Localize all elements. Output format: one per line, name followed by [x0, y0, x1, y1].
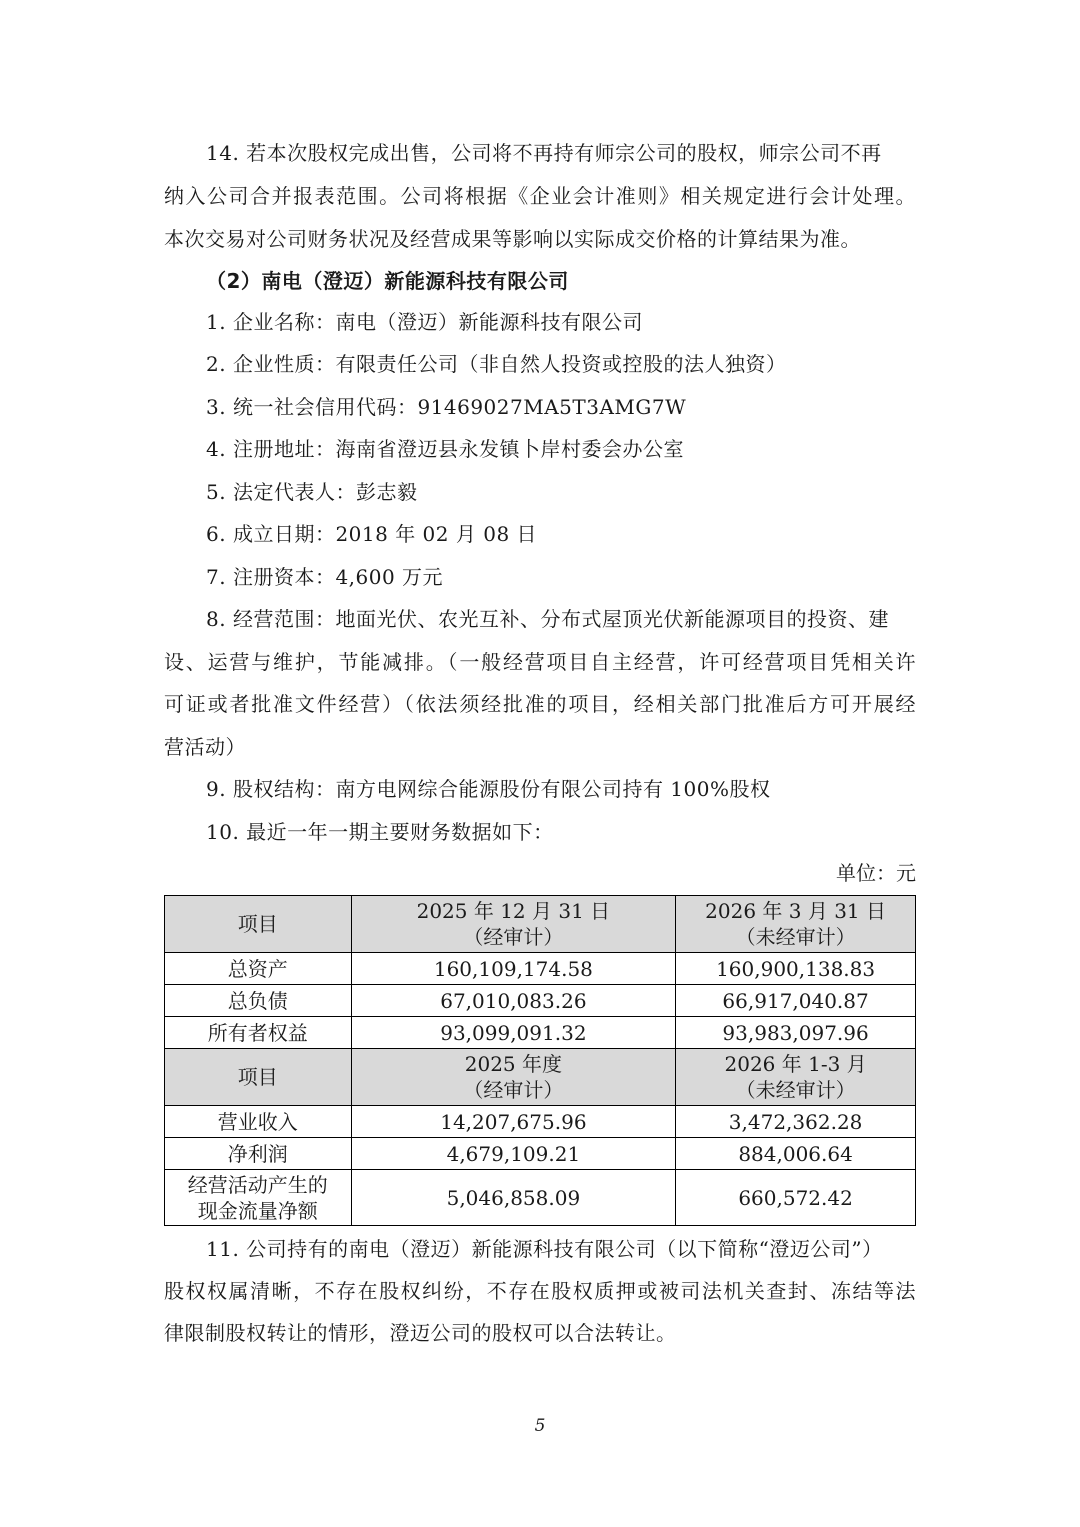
unit-label: 单位：元 — [836, 861, 916, 885]
row-value: 93,099,091.32 — [351, 1017, 676, 1049]
page-number: 5 — [534, 1416, 546, 1436]
item-address: 4. 注册地址：海南省澄迈县永发镇卜岸村委会办公室 — [206, 437, 684, 461]
table-row — [165, 1138, 916, 1170]
row-label: 总负债 — [165, 985, 352, 1017]
table-row — [165, 1106, 916, 1138]
row-label — [165, 1170, 352, 1226]
table-header-row — [165, 1049, 916, 1106]
header-item: 项目 — [165, 1049, 352, 1106]
item-business-scope-line3: 可证或者批准文件经营）（依法须经批准的项目，经相关部门批准后方可开展经 — [164, 692, 916, 716]
item-business-scope-line1: 8. 经营范围：地面光伏、农光互补、分布式屋顶光伏新能源项目的投资、建 — [206, 607, 889, 631]
header-col2-date: 2026 年 3 月 31 日 — [705, 899, 887, 923]
item-legal-rep: 5. 法定代表人：彭志毅 — [206, 480, 418, 504]
table-header-row — [165, 896, 916, 953]
header-col1-date: 2025 年 12 月 31 日 — [416, 899, 611, 923]
financial-table — [164, 895, 916, 1226]
header-col1-note: （经审计） — [463, 1078, 564, 1102]
row-label: 净利润 — [165, 1138, 352, 1170]
row-value: 160,109,174.58 — [351, 953, 676, 985]
item-ownership-line2: 股权权属清晰，不存在股权纠纷，不存在股权质押或被司法机关查封、冻结等法 — [164, 1279, 916, 1303]
header-col1 — [351, 896, 676, 953]
row-label-line1: 经营活动产生的 — [187, 1172, 328, 1197]
row-value: 3,472,362.28 — [676, 1106, 916, 1138]
row-value: 14,207,675.96 — [351, 1106, 676, 1138]
header-item: 项目 — [165, 896, 352, 953]
item-ownership-line1: 11. 公司持有的南电（澄迈）新能源科技有限公司（以下简称“澄迈公司”） — [206, 1237, 883, 1261]
header-col2-note: （未经审计） — [735, 925, 856, 949]
item-equity-structure: 9. 股权结构：南方电网综合能源股份有限公司持有 100%股权 — [206, 777, 771, 801]
item-company-name: 1. 企业名称：南电（澄迈）新能源科技有限公司 — [206, 310, 643, 334]
header-col1-note: （经审计） — [463, 925, 564, 949]
item-registered-capital: 7. 注册资本：4,600 万元 — [206, 565, 444, 589]
row-value: 66,917,040.87 — [676, 985, 916, 1017]
row-value: 5,046,858.09 — [351, 1170, 676, 1226]
header-col2-note: （未经审计） — [735, 1078, 856, 1102]
row-label-line2: 现金流量净额 — [197, 1198, 318, 1223]
header-col2-period: 2026 年 1-3 月 — [724, 1052, 867, 1076]
row-label: 总资产 — [165, 953, 352, 985]
header-col2 — [676, 896, 916, 953]
item-business-scope-line4: 营活动） — [164, 735, 246, 759]
item-business-scope-line2: 设、运营与维护，节能减排。（一般经营项目自主经营，许可经营项目凭相关许 — [164, 650, 916, 674]
item-ownership-line3: 律限制股权转让的情形，澄迈公司的股权可以合法转让。 — [164, 1321, 677, 1345]
table-row — [165, 985, 916, 1017]
section-heading: （2）南电（澄迈）新能源科技有限公司 — [206, 269, 569, 293]
item-credit-code: 3. 统一社会信用代码：91469027MA5T3AMG7W — [206, 395, 687, 419]
item-established-date: 6. 成立日期：2018 年 02 月 08 日 — [206, 522, 538, 546]
header-col2 — [676, 1049, 916, 1106]
row-value: 884,006.64 — [676, 1138, 916, 1170]
paragraph-14-line2: 纳入公司合并报表范围。公司将根据《企业会计准则》相关规定进行会计处理。 — [164, 184, 916, 208]
row-label: 所有者权益 — [165, 1017, 352, 1049]
item-company-type: 2. 企业性质：有限责任公司（非自然人投资或控股的法人独资） — [206, 352, 787, 376]
row-value: 660,572.42 — [676, 1170, 916, 1226]
row-label: 营业收入 — [165, 1106, 352, 1138]
row-value: 93,983,097.96 — [676, 1017, 916, 1049]
table-row — [165, 1017, 916, 1049]
table-row — [165, 1170, 916, 1226]
table-row — [165, 953, 916, 985]
header-col1-period: 2025 年度 — [464, 1052, 563, 1076]
row-value: 4,679,109.21 — [351, 1138, 676, 1170]
paragraph-14-line1: 14. 若本次股权完成出售，公司将不再持有师宗公司的股权，师宗公司不再 — [206, 141, 882, 165]
row-value: 67,010,083.26 — [351, 985, 676, 1017]
header-col1 — [351, 1049, 676, 1106]
row-value: 160,900,138.83 — [676, 953, 916, 985]
paragraph-14-line3: 本次交易对公司财务状况及经营成果等影响以实际成交价格的计算结果为准。 — [164, 227, 861, 251]
item-financial-intro: 10. 最近一年一期主要财务数据如下： — [206, 820, 554, 844]
